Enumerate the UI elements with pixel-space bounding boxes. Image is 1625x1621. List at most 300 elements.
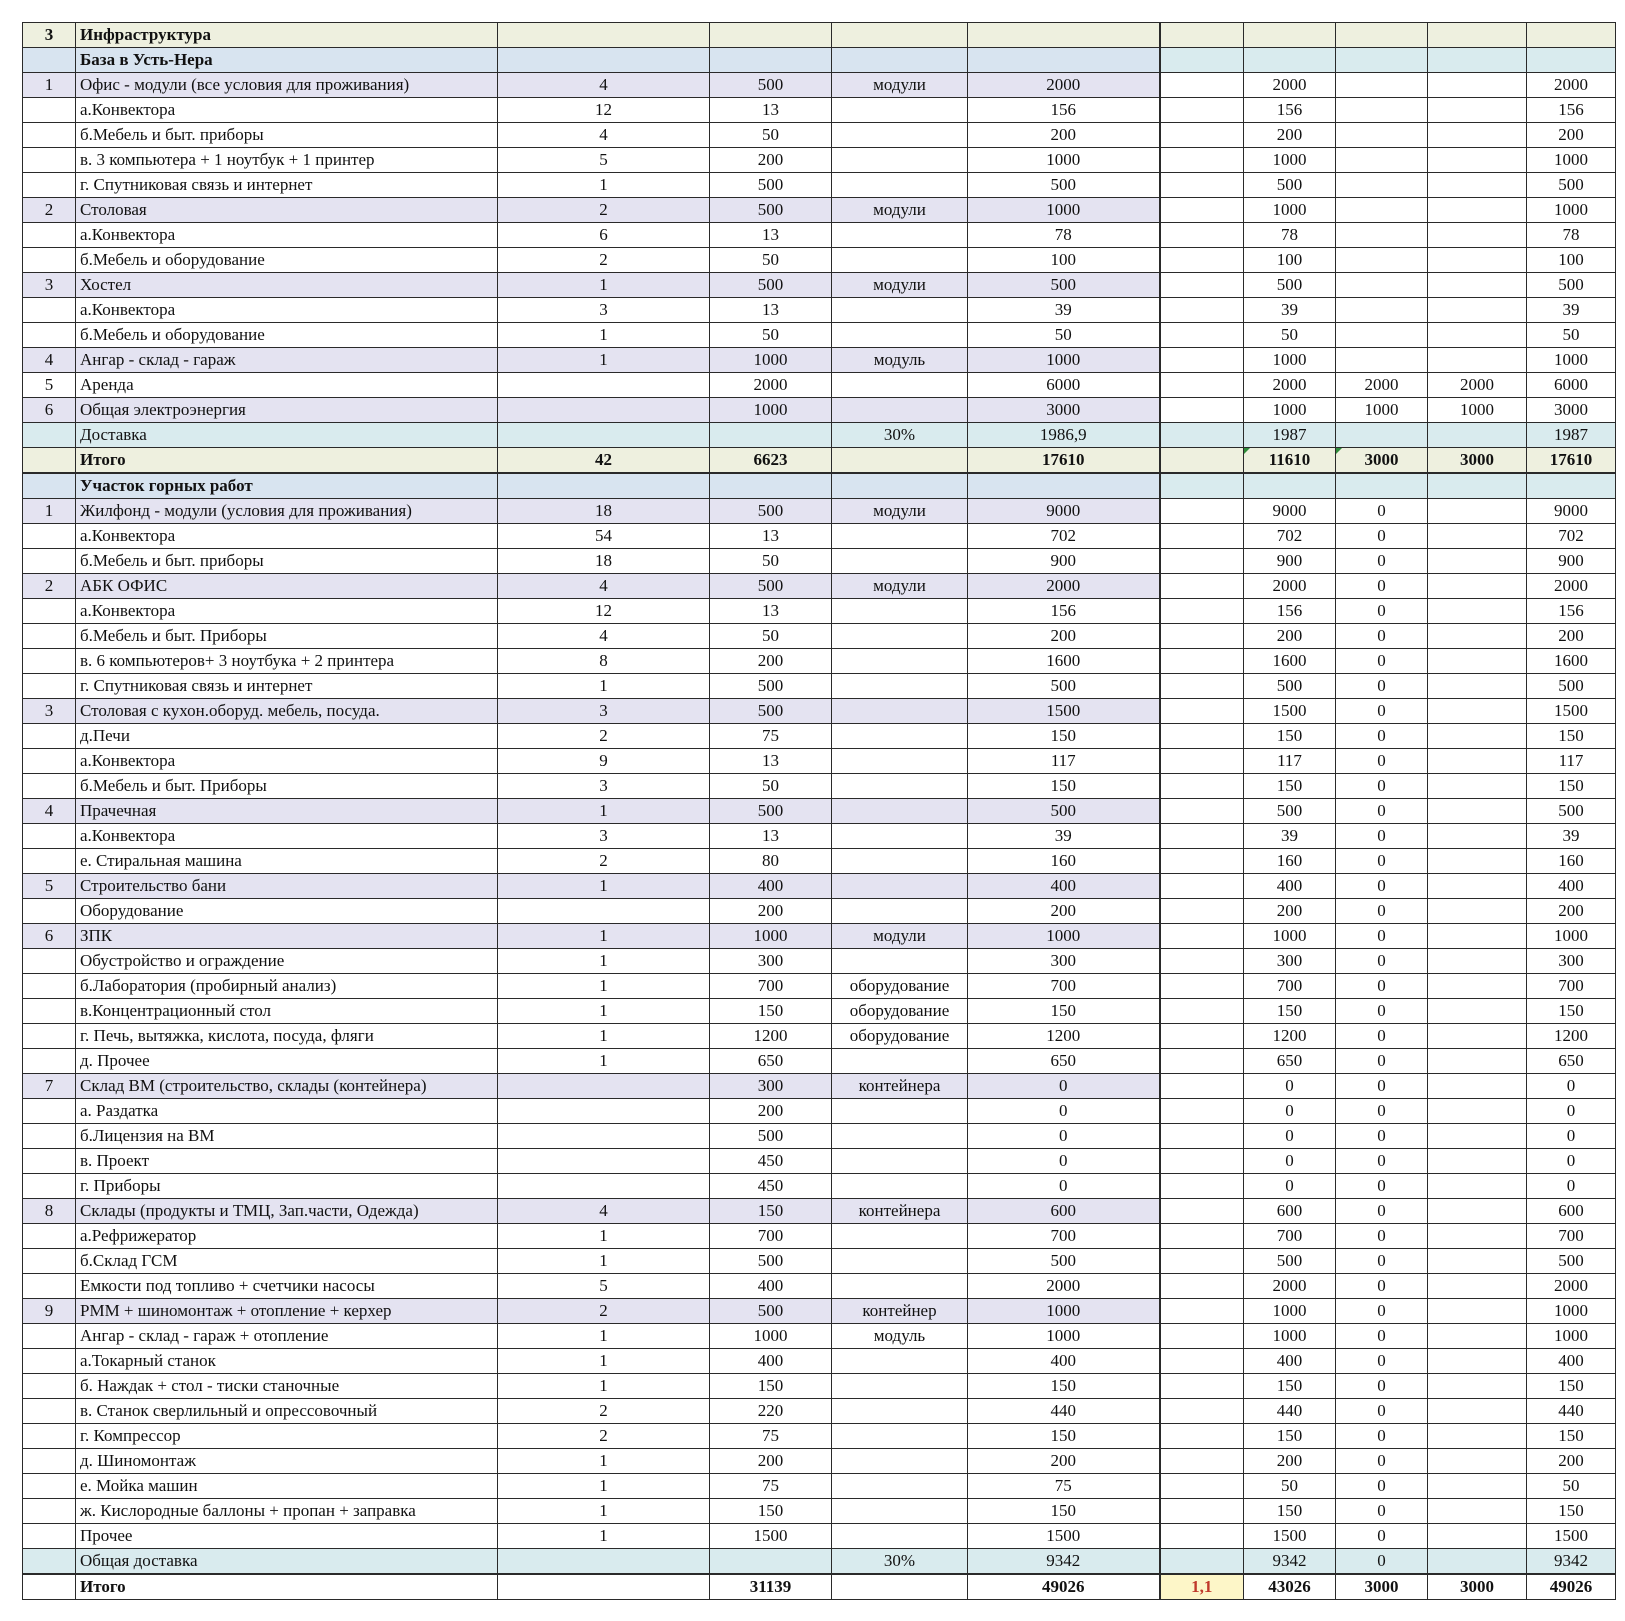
period-2-cell[interactable]: 0 — [1336, 1324, 1428, 1349]
period-3-cell[interactable] — [1428, 98, 1527, 123]
row-number-cell[interactable]: 4 — [23, 348, 76, 373]
item-name-cell[interactable]: в.Концентрационный стол — [76, 999, 498, 1024]
item-name-cell[interactable]: Хостел — [76, 273, 498, 298]
row-number-cell[interactable] — [23, 248, 76, 273]
row-number-cell[interactable] — [23, 323, 76, 348]
item-name-cell[interactable]: Аренда — [76, 373, 498, 398]
item-name-cell[interactable]: Обустройство и ограждение — [76, 949, 498, 974]
row-number-cell[interactable] — [23, 749, 76, 774]
total-cell[interactable]: 156 — [1527, 98, 1616, 123]
unit-price-cell[interactable]: 500 — [710, 73, 832, 98]
total-cell[interactable]: 160 — [1527, 849, 1616, 874]
quantity-cell[interactable]: 4 — [498, 73, 710, 98]
quantity-cell[interactable]: 1 — [498, 273, 710, 298]
row-number-cell[interactable] — [23, 674, 76, 699]
coefficient-cell[interactable] — [1160, 1349, 1244, 1374]
period-2-cell[interactable]: 0 — [1336, 1399, 1428, 1424]
coefficient-cell[interactable] — [1160, 1074, 1244, 1099]
period-1-cell[interactable]: 900 — [1244, 549, 1336, 574]
total-cell[interactable]: 1000 — [1527, 198, 1616, 223]
unit-price-cell[interactable]: 500 — [710, 1299, 832, 1324]
quantity-cell[interactable]: 1 — [498, 799, 710, 824]
period-2-cell[interactable]: 0 — [1336, 1124, 1428, 1149]
item-name-cell[interactable]: Строительство бани — [76, 874, 498, 899]
row-number-cell[interactable] — [23, 649, 76, 674]
period-3-cell[interactable] — [1428, 1174, 1527, 1199]
unit-type-cell[interactable] — [832, 148, 968, 173]
quantity-cell[interactable]: 1 — [498, 1349, 710, 1374]
unit-price-cell[interactable]: 31139 — [710, 1574, 832, 1600]
quantity-cell[interactable]: 1 — [498, 1049, 710, 1074]
row-number-cell[interactable] — [23, 899, 76, 924]
period-1-cell[interactable]: 78 — [1244, 223, 1336, 248]
coefficient-cell[interactable] — [1160, 1549, 1244, 1575]
period-2-cell[interactable]: 0 — [1336, 749, 1428, 774]
coefficient-cell[interactable] — [1160, 173, 1244, 198]
row-number-cell[interactable]: 5 — [23, 874, 76, 899]
coefficient-cell[interactable] — [1160, 924, 1244, 949]
total-cell[interactable]: 9000 — [1527, 499, 1616, 524]
period-3-cell[interactable] — [1428, 1549, 1527, 1575]
item-name-cell[interactable]: База в Усть-Нера — [76, 48, 498, 73]
period-1-cell[interactable]: 2000 — [1244, 373, 1336, 398]
unit-price-cell[interactable]: 13 — [710, 524, 832, 549]
amount-cell[interactable]: 78 — [968, 223, 1160, 248]
period-1-cell[interactable]: 200 — [1244, 624, 1336, 649]
item-name-cell[interactable]: в. Станок сверлильный и опрессовочный — [76, 1399, 498, 1424]
period-2-cell[interactable]: 0 — [1336, 1149, 1428, 1174]
period-3-cell[interactable] — [1428, 1299, 1527, 1324]
amount-cell[interactable]: 75 — [968, 1474, 1160, 1499]
period-3-cell[interactable] — [1428, 123, 1527, 148]
amount-cell[interactable]: 702 — [968, 524, 1160, 549]
unit-price-cell[interactable]: 13 — [710, 599, 832, 624]
unit-price-cell[interactable]: 400 — [710, 874, 832, 899]
unit-type-cell[interactable]: оборудование — [832, 1024, 968, 1049]
unit-type-cell[interactable]: модуль — [832, 348, 968, 373]
period-3-cell[interactable] — [1428, 1149, 1527, 1174]
quantity-cell[interactable]: 12 — [498, 599, 710, 624]
coefficient-cell[interactable] — [1160, 549, 1244, 574]
amount-cell[interactable] — [968, 23, 1160, 48]
unit-price-cell[interactable]: 80 — [710, 849, 832, 874]
period-2-cell[interactable] — [1336, 473, 1428, 499]
amount-cell[interactable]: 1000 — [968, 924, 1160, 949]
amount-cell[interactable]: 700 — [968, 1224, 1160, 1249]
coefficient-cell[interactable] — [1160, 874, 1244, 899]
quantity-cell[interactable]: 2 — [498, 248, 710, 273]
period-2-cell[interactable]: 0 — [1336, 1474, 1428, 1499]
period-1-cell[interactable]: 39 — [1244, 824, 1336, 849]
row-number-cell[interactable] — [23, 98, 76, 123]
unit-type-cell[interactable] — [832, 849, 968, 874]
total-cell[interactable]: 900 — [1527, 549, 1616, 574]
period-1-cell[interactable]: 117 — [1244, 749, 1336, 774]
item-name-cell[interactable]: Склады (продукты и ТМЦ, Зап.части, Одежда) — [76, 1199, 498, 1224]
total-cell[interactable]: 0 — [1527, 1174, 1616, 1199]
amount-cell[interactable]: 150 — [968, 774, 1160, 799]
item-name-cell[interactable]: а.Конвектора — [76, 599, 498, 624]
total-cell[interactable]: 700 — [1527, 1224, 1616, 1249]
quantity-cell[interactable]: 1 — [498, 348, 710, 373]
period-2-cell[interactable] — [1336, 348, 1428, 373]
item-name-cell[interactable]: б.Лицензия на ВМ — [76, 1124, 498, 1149]
coefficient-cell[interactable] — [1160, 1299, 1244, 1324]
period-3-cell[interactable] — [1428, 599, 1527, 624]
row-number-cell[interactable] — [23, 1574, 76, 1600]
item-name-cell[interactable]: РММ + шиномонтаж + отопление + керхер — [76, 1299, 498, 1324]
unit-type-cell[interactable] — [832, 749, 968, 774]
period-2-cell[interactable]: 0 — [1336, 524, 1428, 549]
period-1-cell[interactable]: 0 — [1244, 1174, 1336, 1199]
period-2-cell[interactable]: 0 — [1336, 1449, 1428, 1474]
period-1-cell[interactable]: 600 — [1244, 1199, 1336, 1224]
quantity-cell[interactable]: 9 — [498, 749, 710, 774]
amount-cell[interactable]: 2000 — [968, 73, 1160, 98]
unit-type-cell[interactable] — [832, 323, 968, 348]
quantity-cell[interactable]: 12 — [498, 98, 710, 123]
period-1-cell[interactable]: 150 — [1244, 1424, 1336, 1449]
period-3-cell[interactable] — [1428, 273, 1527, 298]
amount-cell[interactable]: 1200 — [968, 1024, 1160, 1049]
quantity-cell[interactable]: 8 — [498, 649, 710, 674]
total-cell[interactable]: 39 — [1527, 824, 1616, 849]
row-number-cell[interactable] — [23, 849, 76, 874]
amount-cell[interactable]: 150 — [968, 1499, 1160, 1524]
total-cell[interactable]: 100 — [1527, 248, 1616, 273]
unit-price-cell[interactable]: 300 — [710, 949, 832, 974]
amount-cell[interactable]: 39 — [968, 298, 1160, 323]
row-number-cell[interactable]: 1 — [23, 499, 76, 524]
period-2-cell[interactable]: 0 — [1336, 1424, 1428, 1449]
total-cell[interactable]: 500 — [1527, 799, 1616, 824]
row-number-cell[interactable]: 2 — [23, 198, 76, 223]
amount-cell[interactable]: 6000 — [968, 373, 1160, 398]
item-name-cell[interactable]: г. Печь, вытяжка, кислота, посуда, фляги — [76, 1024, 498, 1049]
coefficient-cell[interactable] — [1160, 1474, 1244, 1499]
period-1-cell[interactable]: 440 — [1244, 1399, 1336, 1424]
coefficient-cell[interactable] — [1160, 1449, 1244, 1474]
row-number-cell[interactable] — [23, 148, 76, 173]
amount-cell[interactable]: 600 — [968, 1199, 1160, 1224]
period-3-cell[interactable] — [1428, 999, 1527, 1024]
item-name-cell[interactable]: б.Склад ГСМ — [76, 1249, 498, 1274]
item-name-cell[interactable]: г. Спутниковая связь и интернет — [76, 674, 498, 699]
period-1-cell[interactable]: 500 — [1244, 1249, 1336, 1274]
period-2-cell[interactable]: 0 — [1336, 1524, 1428, 1549]
item-name-cell[interactable]: ж. Кислородные баллоны + пропан + заправка — [76, 1499, 498, 1524]
period-2-cell[interactable] — [1336, 173, 1428, 198]
unit-price-cell[interactable]: 500 — [710, 1124, 832, 1149]
period-1-cell[interactable]: 0 — [1244, 1099, 1336, 1124]
amount-cell[interactable]: 156 — [968, 98, 1160, 123]
quantity-cell[interactable] — [498, 48, 710, 73]
period-3-cell[interactable] — [1428, 724, 1527, 749]
period-3-cell[interactable] — [1428, 799, 1527, 824]
item-name-cell[interactable]: б. Наждак + стол - тиски станочные — [76, 1374, 498, 1399]
period-1-cell[interactable]: 500 — [1244, 674, 1336, 699]
period-3-cell[interactable] — [1428, 924, 1527, 949]
unit-price-cell[interactable]: 150 — [710, 1374, 832, 1399]
unit-price-cell[interactable] — [710, 48, 832, 73]
unit-type-cell[interactable] — [832, 1224, 968, 1249]
item-name-cell[interactable]: е. Стиральная машина — [76, 849, 498, 874]
total-cell[interactable]: 9342 — [1527, 1549, 1616, 1575]
row-number-cell[interactable] — [23, 974, 76, 999]
coefficient-cell[interactable] — [1160, 724, 1244, 749]
amount-cell[interactable]: 440 — [968, 1399, 1160, 1424]
period-2-cell[interactable] — [1336, 273, 1428, 298]
coefficient-cell[interactable] — [1160, 1049, 1244, 1074]
quantity-cell[interactable]: 4 — [498, 574, 710, 599]
total-cell[interactable]: 1600 — [1527, 649, 1616, 674]
period-3-cell[interactable] — [1428, 223, 1527, 248]
period-1-cell[interactable]: 200 — [1244, 123, 1336, 148]
row-number-cell[interactable] — [23, 1024, 76, 1049]
total-cell[interactable]: 1000 — [1527, 1299, 1616, 1324]
row-number-cell[interactable] — [23, 448, 76, 474]
row-number-cell[interactable] — [23, 774, 76, 799]
period-1-cell[interactable]: 150 — [1244, 1374, 1336, 1399]
total-cell[interactable]: 702 — [1527, 524, 1616, 549]
period-2-cell[interactable] — [1336, 223, 1428, 248]
coefficient-cell[interactable]: 1,1 — [1160, 1574, 1244, 1600]
unit-price-cell[interactable]: 150 — [710, 999, 832, 1024]
period-1-cell[interactable]: 9000 — [1244, 499, 1336, 524]
row-number-cell[interactable] — [23, 1174, 76, 1199]
total-cell[interactable]: 150 — [1527, 1499, 1616, 1524]
quantity-cell[interactable]: 2 — [498, 198, 710, 223]
coefficient-cell[interactable] — [1160, 298, 1244, 323]
amount-cell[interactable]: 1500 — [968, 699, 1160, 724]
coefficient-cell[interactable] — [1160, 23, 1244, 48]
quantity-cell[interactable] — [498, 1549, 710, 1575]
total-cell[interactable]: 1500 — [1527, 1524, 1616, 1549]
period-1-cell[interactable]: 1000 — [1244, 198, 1336, 223]
period-2-cell[interactable]: 0 — [1336, 1024, 1428, 1049]
total-cell[interactable]: 2000 — [1527, 574, 1616, 599]
period-3-cell[interactable] — [1428, 1524, 1527, 1549]
period-3-cell[interactable] — [1428, 974, 1527, 999]
total-cell[interactable]: 500 — [1527, 1249, 1616, 1274]
unit-price-cell[interactable]: 500 — [710, 699, 832, 724]
period-1-cell[interactable]: 702 — [1244, 524, 1336, 549]
period-1-cell[interactable]: 1000 — [1244, 148, 1336, 173]
item-name-cell[interactable]: д. Прочее — [76, 1049, 498, 1074]
coefficient-cell[interactable] — [1160, 1099, 1244, 1124]
item-name-cell[interactable]: д. Шиномонтаж — [76, 1449, 498, 1474]
item-name-cell[interactable]: е. Мойка машин — [76, 1474, 498, 1499]
coefficient-cell[interactable] — [1160, 624, 1244, 649]
amount-cell[interactable]: 300 — [968, 949, 1160, 974]
unit-type-cell[interactable] — [832, 1474, 968, 1499]
row-number-cell[interactable] — [23, 223, 76, 248]
quantity-cell[interactable]: 3 — [498, 774, 710, 799]
amount-cell[interactable]: 150 — [968, 724, 1160, 749]
unit-price-cell[interactable]: 150 — [710, 1199, 832, 1224]
unit-type-cell[interactable] — [832, 674, 968, 699]
period-3-cell[interactable]: 2000 — [1428, 373, 1527, 398]
amount-cell[interactable]: 400 — [968, 874, 1160, 899]
item-name-cell[interactable]: Склад ВМ (строительство, склады (контейнера) — [76, 1074, 498, 1099]
quantity-cell[interactable] — [498, 899, 710, 924]
row-number-cell[interactable] — [23, 123, 76, 148]
amount-cell[interactable]: 1986,9 — [968, 423, 1160, 448]
period-1-cell[interactable]: 150 — [1244, 999, 1336, 1024]
item-name-cell[interactable]: Жилфонд - модули (условия для проживания) — [76, 499, 498, 524]
item-name-cell[interactable]: а.Рефрижератор — [76, 1224, 498, 1249]
coefficient-cell[interactable] — [1160, 198, 1244, 223]
coefficient-cell[interactable] — [1160, 999, 1244, 1024]
amount-cell[interactable]: 1000 — [968, 198, 1160, 223]
quantity-cell[interactable]: 1 — [498, 1024, 710, 1049]
coefficient-cell[interactable] — [1160, 1149, 1244, 1174]
coefficient-cell[interactable] — [1160, 524, 1244, 549]
row-number-cell[interactable] — [23, 1449, 76, 1474]
period-3-cell[interactable]: 3000 — [1428, 448, 1527, 474]
coefficient-cell[interactable] — [1160, 824, 1244, 849]
period-3-cell[interactable] — [1428, 1249, 1527, 1274]
period-2-cell[interactable]: 0 — [1336, 699, 1428, 724]
period-3-cell[interactable] — [1428, 1024, 1527, 1049]
unit-price-cell[interactable]: 450 — [710, 1149, 832, 1174]
period-3-cell[interactable] — [1428, 1449, 1527, 1474]
total-cell[interactable]: 2000 — [1527, 73, 1616, 98]
amount-cell[interactable]: 500 — [968, 173, 1160, 198]
period-3-cell[interactable] — [1428, 1124, 1527, 1149]
unit-type-cell[interactable] — [832, 1499, 968, 1524]
period-3-cell[interactable] — [1428, 849, 1527, 874]
amount-cell[interactable]: 650 — [968, 1049, 1160, 1074]
period-3-cell[interactable] — [1428, 23, 1527, 48]
period-2-cell[interactable]: 0 — [1336, 1549, 1428, 1575]
period-3-cell[interactable] — [1428, 148, 1527, 173]
period-3-cell[interactable] — [1428, 73, 1527, 98]
row-number-cell[interactable] — [23, 624, 76, 649]
unit-type-cell[interactable] — [832, 1049, 968, 1074]
quantity-cell[interactable]: 54 — [498, 524, 710, 549]
unit-type-cell[interactable]: модули — [832, 198, 968, 223]
total-cell[interactable]: 117 — [1527, 749, 1616, 774]
unit-price-cell[interactable]: 400 — [710, 1274, 832, 1299]
period-3-cell[interactable] — [1428, 248, 1527, 273]
period-1-cell[interactable]: 39 — [1244, 298, 1336, 323]
period-2-cell[interactable]: 0 — [1336, 1074, 1428, 1099]
quantity-cell[interactable]: 2 — [498, 1399, 710, 1424]
total-cell[interactable]: 0 — [1527, 1099, 1616, 1124]
unit-price-cell[interactable]: 200 — [710, 1099, 832, 1124]
period-2-cell[interactable]: 3000 — [1336, 1574, 1428, 1600]
period-2-cell[interactable]: 0 — [1336, 499, 1428, 524]
unit-price-cell[interactable]: 13 — [710, 824, 832, 849]
total-cell[interactable]: 200 — [1527, 624, 1616, 649]
unit-price-cell[interactable]: 500 — [710, 1249, 832, 1274]
period-3-cell[interactable] — [1428, 549, 1527, 574]
unit-price-cell[interactable]: 1000 — [710, 398, 832, 423]
total-cell[interactable]: 500 — [1527, 273, 1616, 298]
amount-cell[interactable]: 150 — [968, 1424, 1160, 1449]
unit-type-cell[interactable] — [832, 799, 968, 824]
item-name-cell[interactable]: Ангар - склад - гараж + отопление — [76, 1324, 498, 1349]
coefficient-cell[interactable] — [1160, 1424, 1244, 1449]
quantity-cell[interactable]: 1 — [498, 1249, 710, 1274]
quantity-cell[interactable]: 1 — [498, 1374, 710, 1399]
period-1-cell[interactable]: 0 — [1244, 1124, 1336, 1149]
period-2-cell[interactable]: 0 — [1336, 999, 1428, 1024]
coefficient-cell[interactable] — [1160, 1224, 1244, 1249]
unit-type-cell[interactable] — [832, 874, 968, 899]
unit-type-cell[interactable] — [832, 1399, 968, 1424]
period-2-cell[interactable]: 0 — [1336, 974, 1428, 999]
period-3-cell[interactable] — [1428, 1349, 1527, 1374]
amount-cell[interactable]: 200 — [968, 1449, 1160, 1474]
period-1-cell[interactable]: 50 — [1244, 323, 1336, 348]
quantity-cell[interactable]: 2 — [498, 1424, 710, 1449]
unit-price-cell[interactable]: 700 — [710, 974, 832, 999]
quantity-cell[interactable] — [498, 1574, 710, 1600]
unit-type-cell[interactable] — [832, 473, 968, 499]
unit-type-cell[interactable]: модули — [832, 574, 968, 599]
quantity-cell[interactable] — [498, 473, 710, 499]
total-cell[interactable]: 500 — [1527, 173, 1616, 198]
coefficient-cell[interactable] — [1160, 1174, 1244, 1199]
unit-price-cell[interactable]: 220 — [710, 1399, 832, 1424]
period-1-cell[interactable]: 11610 — [1244, 448, 1336, 474]
unit-price-cell[interactable]: 400 — [710, 1349, 832, 1374]
period-3-cell[interactable] — [1428, 1199, 1527, 1224]
period-1-cell[interactable]: 400 — [1244, 874, 1336, 899]
period-2-cell[interactable] — [1336, 23, 1428, 48]
amount-cell[interactable]: 49026 — [968, 1574, 1160, 1600]
row-number-cell[interactable] — [23, 1349, 76, 1374]
period-3-cell[interactable] — [1428, 874, 1527, 899]
unit-price-cell[interactable]: 200 — [710, 649, 832, 674]
period-2-cell[interactable]: 0 — [1336, 1174, 1428, 1199]
unit-type-cell[interactable] — [832, 649, 968, 674]
period-1-cell[interactable]: 150 — [1244, 774, 1336, 799]
amount-cell[interactable]: 1500 — [968, 1524, 1160, 1549]
amount-cell[interactable]: 0 — [968, 1124, 1160, 1149]
amount-cell[interactable]: 200 — [968, 123, 1160, 148]
total-cell[interactable]: 440 — [1527, 1399, 1616, 1424]
item-name-cell[interactable]: Итого — [76, 1574, 498, 1600]
period-1-cell[interactable] — [1244, 23, 1336, 48]
period-1-cell[interactable]: 9342 — [1244, 1549, 1336, 1575]
period-2-cell[interactable] — [1336, 423, 1428, 448]
total-cell[interactable] — [1527, 48, 1616, 73]
period-1-cell[interactable]: 700 — [1244, 974, 1336, 999]
quantity-cell[interactable]: 1 — [498, 1224, 710, 1249]
unit-price-cell[interactable]: 200 — [710, 1449, 832, 1474]
coefficient-cell[interactable] — [1160, 448, 1244, 474]
unit-price-cell[interactable]: 200 — [710, 899, 832, 924]
amount-cell[interactable]: 39 — [968, 824, 1160, 849]
amount-cell[interactable]: 1000 — [968, 1324, 1160, 1349]
quantity-cell[interactable]: 2 — [498, 724, 710, 749]
unit-price-cell[interactable]: 50 — [710, 248, 832, 273]
unit-price-cell[interactable]: 1000 — [710, 924, 832, 949]
period-2-cell[interactable]: 0 — [1336, 849, 1428, 874]
period-1-cell[interactable]: 200 — [1244, 899, 1336, 924]
total-cell[interactable]: 150 — [1527, 774, 1616, 799]
coefficient-cell[interactable] — [1160, 1274, 1244, 1299]
quantity-cell[interactable]: 1 — [498, 999, 710, 1024]
period-1-cell[interactable]: 1000 — [1244, 1299, 1336, 1324]
period-2-cell[interactable]: 0 — [1336, 1349, 1428, 1374]
period-1-cell[interactable]: 150 — [1244, 1499, 1336, 1524]
item-name-cell[interactable]: Доставка — [76, 423, 498, 448]
period-2-cell[interactable]: 0 — [1336, 1249, 1428, 1274]
